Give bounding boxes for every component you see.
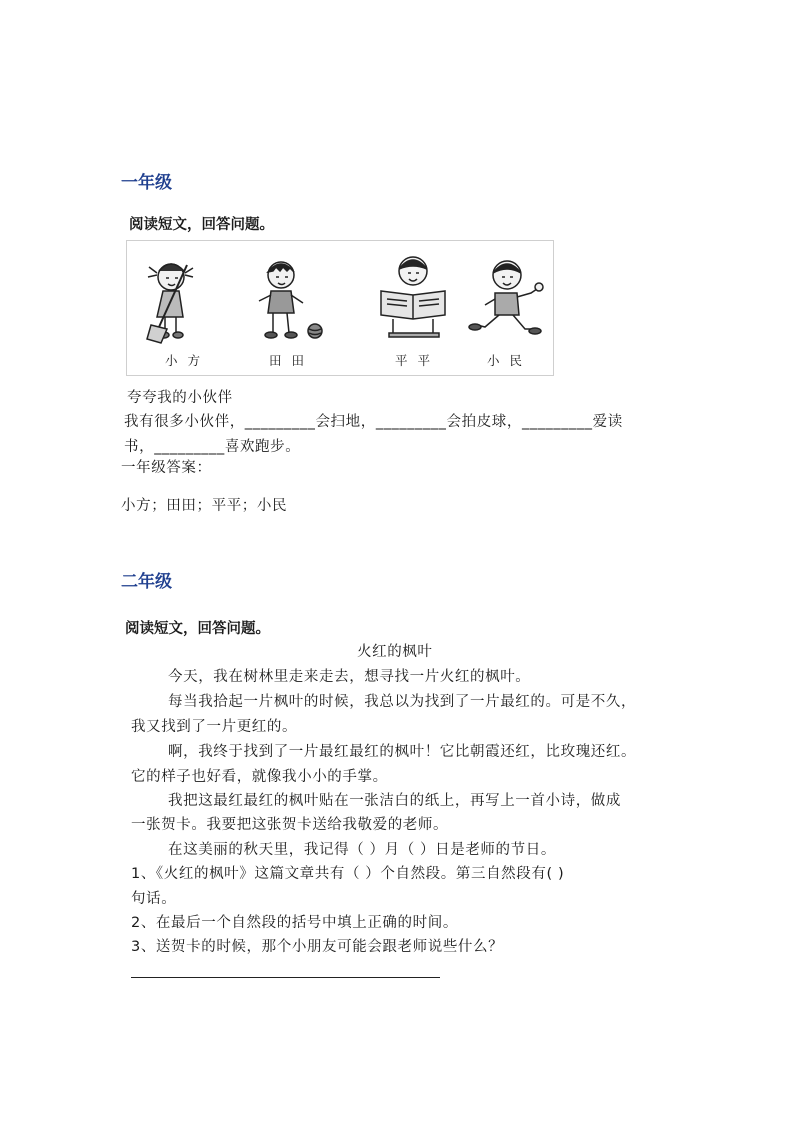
name-label: 田田 (269, 353, 315, 368)
passage-line: 今天，我在树林里走来走去，想寻找一片火红的枫叶。 (168, 669, 531, 685)
boy-reading-illustration (371, 247, 467, 347)
passage-title: 夸夸我的小伙伴 (127, 390, 233, 406)
passage-line: 在这美丽的秋天里，我记得（ ）月（ ）日是老师的节日。 (168, 842, 556, 858)
grade2-instruction: 阅读短文，回答问题。 (125, 621, 270, 637)
boy-bouncing-ball-illustration (245, 247, 341, 347)
passage-line: 它的样子也好看，就像我小小的手掌。 (131, 769, 388, 785)
passage-title: 火红的枫叶 (357, 644, 433, 660)
passage-line: 一张贺卡。我要把这张贺卡送给我敬爱的老师。 (131, 817, 449, 833)
answer-line[interactable] (131, 977, 440, 978)
answer-label: 一年级答案： (121, 460, 212, 476)
illustration-panel (126, 240, 554, 376)
grade1-heading: 一年级 (121, 173, 172, 193)
answer-text: 小方；田田；平平；小民 (121, 498, 288, 514)
grade2-heading: 二年级 (121, 572, 172, 592)
name-label: 小民 (487, 353, 533, 368)
grade1-instruction: 阅读短文，回答问题。 (129, 217, 274, 233)
girl-sweeping-illustration (135, 247, 231, 347)
passage-line: 每当我拾起一片枫叶的时候，我总以为找到了一片最红的。可是不久， (168, 694, 637, 710)
question-3: 3、送贺卡的时候，那个小朋友可能会跟老师说些什么？ (131, 939, 504, 955)
passage-line: 我又找到了一片更红的。 (131, 719, 298, 735)
passage-line: 书，_________喜欢跑步。 (124, 439, 301, 455)
boy-running-illustration (463, 247, 559, 347)
question-2: 2、在最后一个自然段的括号中填上正确的时间。 (131, 915, 458, 931)
name-label: 平平 (395, 353, 441, 368)
name-label: 小方 (165, 353, 211, 368)
question-1-continued: 句话。 (131, 891, 177, 907)
passage-line: 我把这最红最红的枫叶贴在一张洁白的纸上，再写上一首小诗，做成 (168, 793, 621, 809)
question-1: 1、《火红的枫叶》这篇文章共有（ ）个自然段。第三自然段有( ) (131, 866, 565, 882)
passage-line: 我有很多小伙伴，_________会扫地，_________会拍皮球，_________爱读 (124, 414, 623, 430)
passage-line: 啊，我终于找到了一片最红最红的枫叶！它比朝霞还红，比玫瑰还红。 (168, 744, 637, 760)
